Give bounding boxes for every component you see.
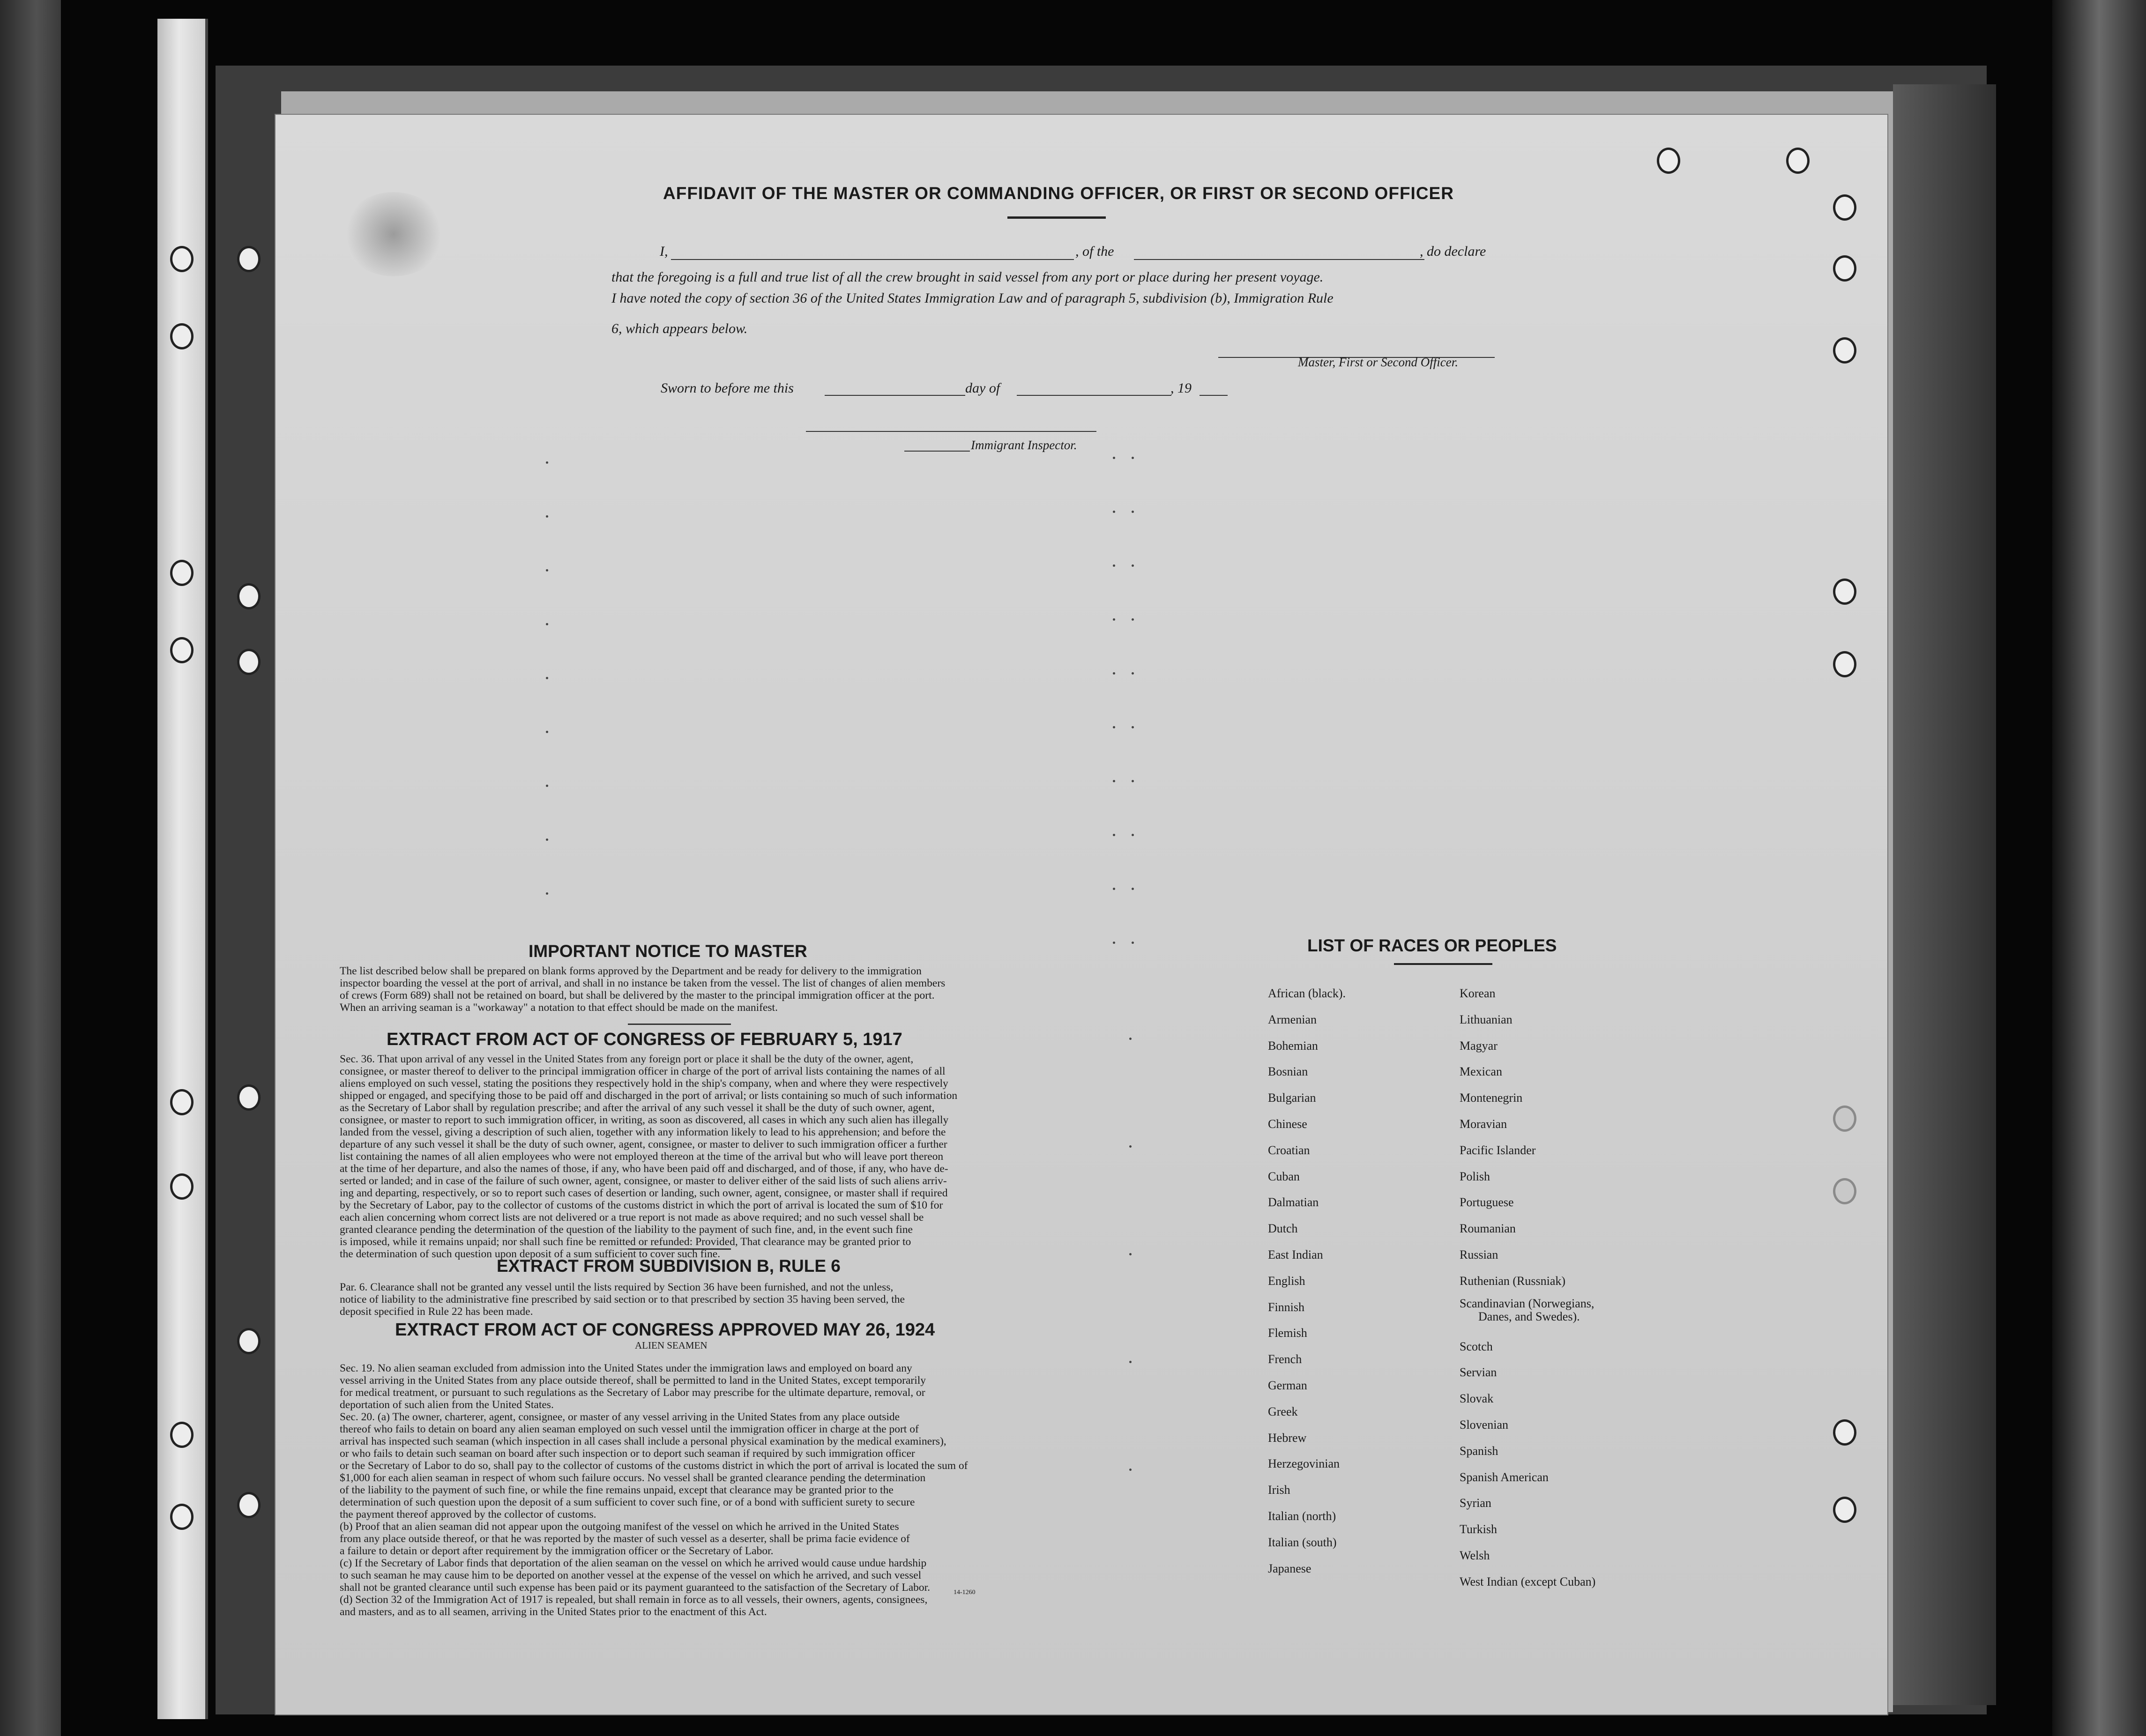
- punch-hole: [1833, 1178, 1856, 1204]
- notice-text: [340, 965, 1019, 1014]
- text-line: deportation of such alien from the United States.: [340, 1399, 554, 1411]
- race-item: Dalmatian: [1268, 1195, 1319, 1209]
- race-item: Italian (north): [1268, 1509, 1336, 1523]
- film-edge-left: [0, 0, 61, 1736]
- year-blank: [1200, 395, 1228, 396]
- race-item: Armenian: [1268, 1012, 1317, 1026]
- race-item: English: [1268, 1274, 1305, 1288]
- races-title-rule: [1394, 963, 1492, 965]
- race-item: Russian: [1460, 1247, 1498, 1261]
- text-line: $1,000 for each alien seaman in respect of whom such failure occurs. No vessel shall be granted clearance pending the determination: [340, 1472, 926, 1484]
- text-line: ing and departing, respectively, or so to report such cases of desertion or landing, such owner, agent, consignee, or master shall if required: [340, 1187, 948, 1199]
- section-rule: [628, 1248, 731, 1250]
- race-item: Scandinavian (Norwegians,: [1460, 1296, 1595, 1310]
- binder-hole: [170, 246, 194, 272]
- binder-hole: [170, 637, 194, 663]
- text-line: from any place outside thereof, or that he was reported by the master of such vessel as a deserter, shall be prima facie evidence of: [340, 1533, 910, 1545]
- film-edge-right: [2052, 0, 2146, 1736]
- race-item: Montenegrin: [1460, 1091, 1523, 1105]
- text-line: (b) Proof that an alien seaman did not appear upon the outgoing manifest of the vessel on which he arrived in the United States: [340, 1521, 899, 1533]
- race-item: Spanish American: [1460, 1470, 1549, 1484]
- affidavit-line2: that the foregoing is a full and true list of all the crew brought in said vessel from any port or place during her present voyage.: [611, 269, 1324, 285]
- notice-line: of crews (Form 689) shall not be retained on board, but shall be delivered by the master to the principal immigration officer at the port.: [340, 989, 935, 1002]
- affidavit-line4: 6, which appears below.: [611, 321, 748, 336]
- text-line: aliens employed on such vessel, stating the positions they respectively hold in the ship's company, when and where they were respectively: [340, 1077, 948, 1090]
- race-item: Slovenian: [1460, 1417, 1508, 1432]
- extract-1924-title: EXTRACT FROM ACT OF CONGRESS APPROVED MAY 26, 1924: [395, 1320, 935, 1340]
- punch-hole: [1833, 1497, 1856, 1523]
- race-item: Magyar: [1460, 1039, 1498, 1053]
- text-line: Sec. 20. (a) The owner, charterer, agent, consignee, or master of any vessel arriving in the United States from any place outside: [340, 1411, 900, 1423]
- notice-line: inspector boarding the vessel at the port of arrival, and shall in no instance be taken from the vessel. The list of changes of alien members: [340, 977, 946, 989]
- text-line: landed from the vessel, giving a description of such alien, together with any information likely to lead to his apprehension; and before the: [340, 1126, 946, 1138]
- binder-hole: [170, 1173, 194, 1200]
- race-item: Danes, and Swedes).: [1478, 1309, 1580, 1323]
- text-line: consignee, or master to report to such immigration officer, in writing, as soon as discovered, all cases in which any such alien has illegally: [340, 1114, 949, 1126]
- affidavit-i: I,: [660, 244, 668, 259]
- punch-hole: [1833, 1419, 1856, 1446]
- text-line: list containing the names of all alien employees who were not employed thereon at the time of the arrival but who will leave port thereon: [340, 1150, 944, 1163]
- extract-1917-title: EXTRACT FROM ACT OF CONGRESS OF FEBRUARY 5, 1917: [387, 1030, 902, 1049]
- race-item: Japanese: [1268, 1561, 1311, 1575]
- mount-board-right: [1893, 84, 1996, 1705]
- punch-hole: [237, 1328, 261, 1354]
- race-item: Greek: [1268, 1404, 1298, 1418]
- race-item: Welsh: [1460, 1548, 1490, 1562]
- text-line: of the liability to the payment of such fine, or while the fine remains unpaid, except that clearance may be granted prior to the: [340, 1484, 894, 1496]
- race-item: Roumanian: [1460, 1222, 1516, 1236]
- text-line: the payment thereof approved by the collector of customs.: [340, 1508, 596, 1521]
- punch-hole: [237, 1084, 261, 1111]
- text-line: arrival has inspected such seaman (which inspection in all cases shall include a personal physical examination by the medical examiners),: [340, 1435, 946, 1447]
- race-item: Syrian: [1460, 1496, 1491, 1510]
- extract-1917-text: [340, 1053, 1028, 1260]
- text-line: or who fails to detain such seaman on board after such inspection or to deport such seaman if required by such immigration officer: [340, 1447, 915, 1460]
- text-line: granted clearance pending the determination of the question of the liability to the payment of such fine, and, in the event such fine: [340, 1224, 913, 1236]
- punch-hole: [237, 583, 261, 609]
- text-line: thereof who fails to detain on board any alien seaman employed on such vessel until the immigration officer in charge at the port of: [340, 1423, 919, 1435]
- punch-hole: [1786, 148, 1810, 174]
- race-item: German: [1268, 1378, 1307, 1392]
- race-item: Bohemian: [1268, 1039, 1318, 1053]
- race-item: Chinese: [1268, 1117, 1307, 1131]
- race-item: Cuban: [1268, 1169, 1300, 1183]
- affidavit-line3: I have noted the copy of section 36 of the United States Immigration Law and of paragraph 5, subdivision (b), Immigration Rule: [611, 290, 1334, 306]
- text-line: (d) Section 32 of the Immigration Act of 1917 is repealed, but shall remain in force as to all vessels, their owners, agents, consignees,: [340, 1594, 928, 1606]
- punch-hole: [1833, 194, 1856, 221]
- punch-hole: [1833, 579, 1856, 605]
- text-line: (c) If the Secretary of Labor finds that deportation of the alien seaman on the vessel on which he arrived would cause undue hardship: [340, 1557, 927, 1569]
- race-item: African (black).: [1268, 987, 1346, 1000]
- extract-1924-subtitle: ALIEN SEAMEN: [635, 1340, 708, 1351]
- race-item: Mexican: [1460, 1065, 1502, 1079]
- text-line: a failure to detain or deport after requirement by the immigration officer or the Secretary of Labor.: [340, 1545, 774, 1557]
- text-line: shipped or engaged, and specifying those to be paid off and discharged in the port of arrival; or lists containing so much of such information: [340, 1090, 958, 1102]
- punch-hole: [237, 1492, 261, 1518]
- affidavit-title: AFFIDAVIT OF THE MASTER OR COMMANDING OFFICER, OR FIRST OR SECOND OFFICER: [663, 184, 1454, 203]
- punch-hole: [1833, 255, 1856, 282]
- affidavit-of-the: , of the: [1075, 244, 1114, 259]
- punch-hole: [1833, 651, 1856, 677]
- vessel-blank: [1134, 259, 1424, 260]
- binder-hole: [170, 560, 194, 586]
- race-item-multiline: [1460, 1294, 1595, 1334]
- inspector-label: Immigrant Inspector.: [971, 438, 1077, 452]
- extract-1924-text: [340, 1362, 1028, 1618]
- race-item: Korean: [1460, 987, 1496, 1000]
- race-item: Italian (south): [1268, 1535, 1337, 1549]
- binding-strip: [157, 19, 208, 1719]
- text-line: is imposed, while it remains unpaid; nor shall such fine be remitted or refunded: Provided, That clearance may be granted prior to: [340, 1236, 911, 1248]
- notice-line: The list described below shall be prepared on blank forms approved by the Department and be ready for delivery to the immigration: [340, 965, 922, 977]
- text-line: deposit specified in Rule 22 has been made.: [340, 1306, 533, 1318]
- form-code: 14-1260: [954, 1589, 976, 1596]
- text-line: each alien concerning whom correct lists are not delivered or a true report is not made as above required; and no such vessel shall be: [340, 1211, 924, 1224]
- race-item: Bosnian: [1268, 1065, 1308, 1079]
- race-item: Portuguese: [1460, 1195, 1514, 1209]
- text-line: Sec. 19. No alien seaman excluded from admission into the United States under the immigration laws and employed on board any: [340, 1362, 912, 1374]
- punch-hole: [1833, 337, 1856, 364]
- section-rule: [628, 1024, 731, 1025]
- official-stamp: [342, 192, 445, 276]
- inspector-short-line: [904, 451, 970, 452]
- sworn-label: Sworn to before me this: [661, 380, 794, 396]
- race-item: Flemish: [1268, 1326, 1307, 1340]
- text-line: at the time of her departure, and also the names of those, if any, who have been paid off and discharged, and of those, if any, who have de-: [340, 1163, 948, 1175]
- year-label: , 19: [1170, 380, 1192, 396]
- binder-hole: [170, 1422, 194, 1448]
- race-item: Lithuanian: [1460, 1012, 1513, 1026]
- race-item: Turkish: [1460, 1522, 1497, 1536]
- binder-hole: [170, 1504, 194, 1530]
- race-item: Spanish: [1460, 1444, 1498, 1458]
- text-line: for medical treatment, or pursuant to such regulations as the Secretary of Labor may prescribe for the ultimate departure, removal, or: [340, 1387, 925, 1399]
- race-item: Bulgarian: [1268, 1091, 1316, 1105]
- punch-hole: [237, 649, 261, 675]
- text-line: and masters, and as to all seamen, arriving in the United States prior to the enactment of this Act.: [340, 1606, 767, 1618]
- race-item: East Indian: [1268, 1247, 1323, 1261]
- text-line: as the Secretary of Labor shall by regulation prescribe; and after the arrival of any such vessel it shall be the duty of such owner, agent,: [340, 1102, 935, 1114]
- race-item: French: [1268, 1352, 1302, 1366]
- text-line: vessel arriving in the United States from any place outside thereof, shall be permitted to land in the United States, except temporarily: [340, 1374, 926, 1387]
- races-right-column: [1460, 980, 1595, 1595]
- text-line: or the Secretary of Labor to do so, shall pay to the collector of customs of the customs district in which the port of arrival is located the sum of: [340, 1460, 968, 1472]
- text-line: departure of any such vessel it shall be the duty of such owner, agent, consignee, or master to deliver to such immigration officer a further: [340, 1138, 947, 1150]
- race-item: Finnish: [1268, 1300, 1305, 1314]
- race-item: Ruthenian (Russniak): [1460, 1274, 1566, 1288]
- signature-label: Master, First or Second Officer.: [1298, 355, 1458, 369]
- text-line: to such seaman he may cause him to be deported on another vessel at the expense of the vessel on which he arrived, and such vessel: [340, 1569, 922, 1581]
- text-line: Sec. 36. That upon arrival of any vessel in the United States from any foreign port or place it shall be the duty of the owner, agent,: [340, 1053, 914, 1065]
- text-line: serted or landed; and in case of the failure of such owner, agent, consignee, or master to deliver either of the said lists of such aliens arriv-: [340, 1175, 947, 1187]
- race-item: Dutch: [1268, 1222, 1298, 1236]
- race-item: Scotch: [1460, 1339, 1493, 1353]
- title-rule: [1007, 216, 1106, 219]
- race-item: Herzegovinian: [1268, 1457, 1340, 1471]
- race-item: Hebrew: [1268, 1431, 1307, 1445]
- rule6-text: [340, 1281, 1028, 1318]
- binder-hole: [170, 1089, 194, 1115]
- affidavit-declare: , do declare: [1420, 244, 1486, 259]
- text-line: Par. 6. Clearance shall not be granted any vessel until the lists required by Section 36 have been furnished, and not the unless,: [340, 1281, 894, 1293]
- text-line: shall not be granted clearance until such expense has been paid or its payment guaranteed to the satisfaction of the Secretary of Labor.: [340, 1581, 931, 1594]
- races-title: LIST OF RACES OR PEOPLES: [1307, 936, 1557, 955]
- race-item: Polish: [1460, 1169, 1490, 1183]
- binder-hole: [170, 323, 194, 349]
- inspector-signature-line: [806, 431, 1096, 432]
- race-item: West Indian (except Cuban): [1460, 1574, 1596, 1588]
- day-of-label: day of: [965, 380, 1000, 396]
- punch-hole: [237, 246, 261, 272]
- notice-title: IMPORTANT NOTICE TO MASTER: [529, 942, 807, 961]
- race-item: Servian: [1460, 1365, 1497, 1380]
- text-line: the determination of such question upon deposit of a sum sufficient to cover such fine.: [340, 1248, 721, 1260]
- rule6-title: EXTRACT FROM SUBDIVISION B, RULE 6: [497, 1256, 841, 1276]
- race-item: Irish: [1268, 1483, 1290, 1497]
- race-item: Pacific Islander: [1460, 1143, 1536, 1157]
- races-left-column: [1268, 980, 1346, 1581]
- race-item: Slovak: [1460, 1392, 1494, 1406]
- day-blank: [825, 395, 965, 396]
- punch-hole: [1657, 148, 1680, 174]
- name-blank: [671, 259, 1074, 260]
- notice-line: When an arriving seaman is a "workaway" a notation to that effect should be made on the manifest.: [340, 1002, 778, 1014]
- race-item: Moravian: [1460, 1117, 1507, 1131]
- text-line: notice of liability to the administrative fine prescribed by said section or to that prescribed by section 35 having been served, the: [340, 1293, 905, 1306]
- text-line: determination of such question upon the deposit of a sum sufficient to cover such fine, or of a bond with sufficient surety to secure: [340, 1496, 915, 1508]
- text-line: by the Secretary of Labor, pay to the collector of customs of the customs district in which the port of arrival is located the sum of $10 for: [340, 1199, 943, 1211]
- month-blank: [1017, 395, 1171, 396]
- text-line: consignee, or master thereof to deliver to the principal immigration officer in charge of the port of arrival lists containing the names of all: [340, 1065, 946, 1077]
- race-item: Croatian: [1268, 1143, 1310, 1157]
- punch-hole: [1833, 1105, 1856, 1132]
